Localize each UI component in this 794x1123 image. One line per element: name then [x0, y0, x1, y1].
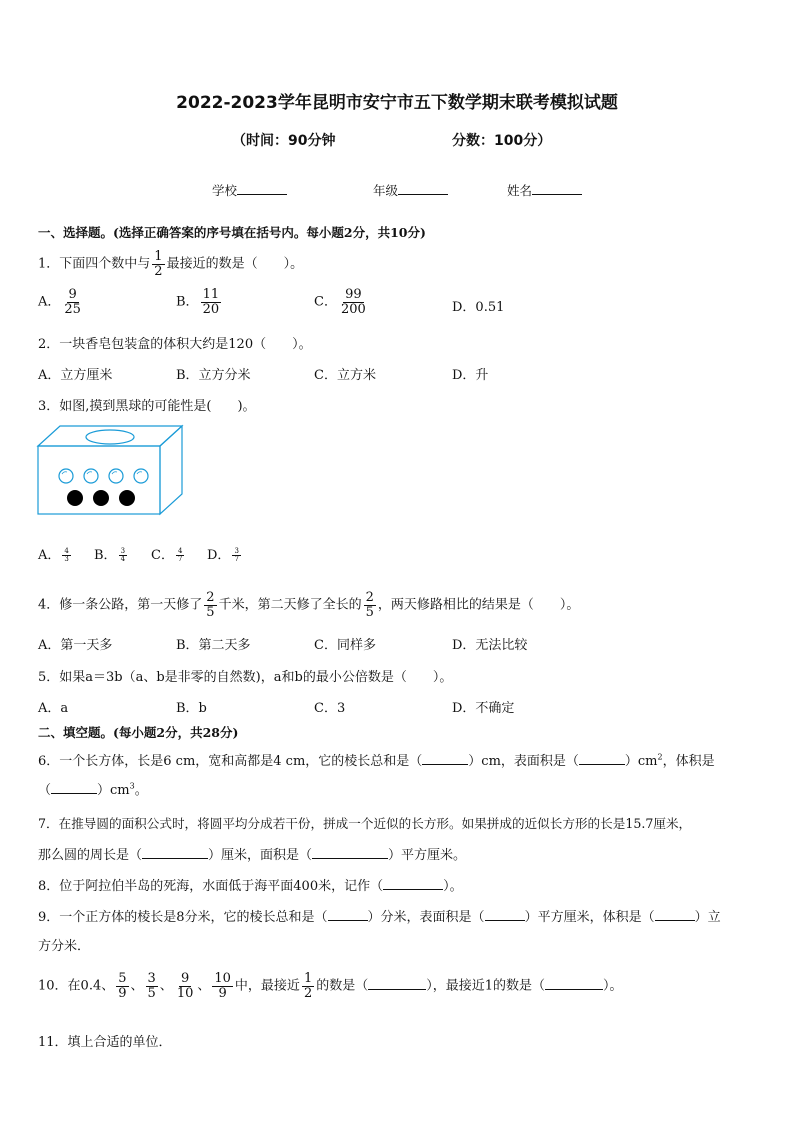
- fraction-one-half: [152, 250, 164, 278]
- ball-highlight: [87, 472, 92, 474]
- q4-text: 4．修一条公路，第一天修了: [38, 597, 203, 613]
- white-ball: [134, 469, 148, 483]
- q6-text: ）cm，表面积是（: [468, 754, 579, 769]
- numerator: 4: [177, 546, 183, 555]
- q6-text: ）cm: [624, 754, 658, 769]
- q3-option-d: [207, 544, 243, 563]
- answer-blank[interactable]: [545, 977, 603, 990]
- q3-option-a: [38, 544, 73, 563]
- numerator: 3: [147, 971, 156, 986]
- superscript: 2: [657, 752, 663, 762]
- fraction: [364, 591, 376, 619]
- q8-text: ）。: [443, 879, 463, 894]
- numerator: 1: [303, 971, 313, 986]
- q6-text: 6．一个长方体，长是6 cm，宽和高都是4 cm，它的棱长总和是（: [38, 754, 423, 769]
- question-9-line-1: [38, 906, 721, 925]
- ball-highlight: [62, 472, 67, 474]
- denominator: 9: [218, 985, 227, 1001]
- denominator: 5: [206, 604, 215, 620]
- white-ball: [109, 469, 123, 483]
- fraction: [146, 972, 158, 1000]
- question-7-line-1: 7．在推导圆的面积公式时，将圆平均分成若干份，拼成一个近似的长方形。如果拼成的近似长方形的长是15.7厘米，: [38, 816, 692, 831]
- q7-text: ）平方厘米。: [388, 848, 467, 863]
- q1-option-a: [38, 288, 85, 316]
- option-label: C．: [151, 548, 174, 563]
- option-label: D．: [207, 548, 231, 563]
- answer-blank[interactable]: [579, 752, 625, 765]
- numerator: 5: [118, 971, 127, 986]
- question-4: [38, 591, 579, 619]
- black-ball: [67, 490, 83, 506]
- q4-option-c: C．同样多: [314, 638, 376, 653]
- denominator: 2: [303, 985, 313, 1001]
- school-blank: [237, 182, 287, 195]
- box-top: [38, 426, 182, 446]
- q3-option-b: [94, 544, 129, 563]
- denominator: 10: [176, 985, 194, 1001]
- exam-time: （时间：90分钟: [232, 133, 336, 149]
- q9-text: ）分米，表面积是（: [367, 910, 485, 925]
- separator: 、: [159, 978, 173, 994]
- q4-option-d: D．无法比较: [452, 638, 528, 653]
- numerator: 99: [345, 287, 362, 302]
- fraction: [176, 548, 184, 564]
- numerator: 9: [180, 971, 190, 986]
- fraction: [232, 548, 240, 564]
- question-7-line-2: [38, 844, 466, 863]
- option-label: A．: [38, 294, 61, 310]
- answer-blank[interactable]: [312, 846, 388, 859]
- ball-highlight: [112, 472, 117, 474]
- answer-blank[interactable]: [142, 846, 208, 859]
- option-label: C．: [314, 294, 337, 310]
- q1-option-b: [176, 288, 223, 316]
- question-5: 5．如果a＝3b（a、b是非零的自然数)，a和b的最小公倍数是（ ）。: [38, 670, 453, 685]
- numerator: 4: [64, 546, 69, 555]
- answer-blank[interactable]: [368, 977, 426, 990]
- fraction: [201, 288, 222, 316]
- q4-option-b: B．第二天多: [176, 638, 251, 653]
- denominator: 3: [64, 555, 69, 563]
- answer-blank[interactable]: [422, 752, 468, 765]
- fraction: [212, 972, 233, 1000]
- answer-blank[interactable]: [51, 781, 97, 794]
- q2-option-b: B．立方分米: [176, 368, 251, 383]
- question-2: 2．一块香皂包装盒的体积大约是120（ ）。: [38, 337, 312, 352]
- q5-option-d: D．不确定: [452, 701, 515, 716]
- denominator: 5: [365, 604, 374, 620]
- q6-text: ，体积是: [662, 754, 715, 769]
- q10-text: ），最接近1的数是（: [426, 978, 546, 994]
- question-8: [38, 875, 463, 894]
- name-label: 姓名: [507, 183, 533, 198]
- name-field: [507, 181, 582, 199]
- denominator: 2: [154, 263, 163, 279]
- q5-option-a: A．a: [38, 701, 69, 716]
- fraction: [339, 288, 368, 316]
- question-1: [38, 250, 303, 278]
- page-title: 2022-2023学年昆明市安宁市五下数学期末联考模拟试题: [176, 93, 618, 113]
- q4-text-end: ，两天修路相比的结果是（ ）。: [377, 597, 580, 613]
- q6-text: ）cm: [97, 783, 130, 798]
- fraction: [116, 972, 128, 1000]
- question-11: 11．填上合适的单位．: [38, 1035, 172, 1050]
- q7-text: ）厘米，面积是（: [208, 848, 313, 863]
- q4-text-mid: 千米，第二天修了全长的: [218, 597, 362, 613]
- white-ball: [59, 469, 73, 483]
- denominator: 4: [120, 555, 126, 563]
- q2-option-c: C．立方米: [314, 368, 376, 383]
- black-ball: [119, 490, 135, 506]
- question-6-line-2: （ ）$cm^3$。: [38, 781, 148, 798]
- q5-option-b: B．b: [176, 701, 207, 716]
- fraction: [62, 548, 70, 564]
- answer-blank[interactable]: [383, 877, 443, 890]
- q9-text: ）平方厘米，体积是（: [524, 910, 655, 925]
- ball-box-figure: [36, 424, 186, 518]
- fraction: [62, 288, 83, 316]
- answer-blank[interactable]: [485, 908, 525, 921]
- school-label: 学校: [212, 183, 238, 198]
- fraction: [204, 591, 216, 619]
- q1-option-d: D．0.51: [452, 300, 505, 315]
- question-9-line-2: 方分米．: [38, 939, 91, 954]
- option-label: A．: [38, 548, 61, 563]
- denominator: 7: [234, 555, 239, 563]
- q2-option-d: D．升: [452, 368, 489, 383]
- option-label: B．: [176, 294, 199, 310]
- q9-text: 9．一个正方体的棱长是8分米，它的棱长总和是（: [38, 910, 328, 925]
- box-side: [160, 426, 182, 514]
- q8-text: 8．位于阿拉伯半岛的死海，水面低于海平面400米，记作（: [38, 879, 384, 894]
- denominator: 5: [147, 985, 156, 1001]
- numerator: 1: [154, 249, 163, 264]
- q5-option-c: C．3: [314, 701, 346, 716]
- grade-field: [373, 181, 448, 199]
- q1-text-end: 最接近的数是（ ）。: [166, 256, 304, 272]
- section-1-heading: 一、选择题。(选择正确答案的序号填在括号内。每小题2分，共10分): [38, 225, 426, 240]
- numerator: 2: [206, 590, 215, 605]
- grade-label: 年级: [373, 183, 399, 198]
- separator: 、: [197, 978, 211, 994]
- q10-text: 10．在0.4、: [38, 978, 115, 994]
- name-blank: [532, 182, 582, 195]
- denominator: 200: [340, 301, 366, 317]
- option-label: B．: [94, 548, 117, 563]
- numerator: 2: [365, 590, 374, 605]
- ball-highlight: [137, 472, 142, 474]
- numerator: 10: [214, 971, 231, 986]
- q1-option-c: [314, 288, 370, 316]
- section-2-heading: 二、填空题。(每小题2分，共28分): [38, 725, 239, 740]
- box-opening: [86, 430, 134, 444]
- separator: 、: [130, 978, 144, 994]
- denominator: 25: [64, 301, 81, 317]
- fraction: [119, 548, 127, 564]
- black-ball: [93, 490, 109, 506]
- denominator: 7: [177, 555, 183, 563]
- numerator: 3: [234, 546, 239, 555]
- q2-option-a: A．立方厘米: [38, 368, 113, 383]
- question-3: 3．如图,摸到黑球的可能性是( )。: [38, 399, 256, 414]
- q9-text: ）立: [694, 910, 721, 925]
- grade-blank: [398, 182, 448, 195]
- fraction-one-half: [302, 972, 314, 1000]
- answer-blank[interactable]: [328, 908, 368, 921]
- q10-text: ）。: [603, 978, 623, 994]
- q6-text: （: [38, 783, 52, 798]
- q10-text: 的数是（: [316, 978, 369, 994]
- exam-score: 分数：100分）: [452, 133, 552, 149]
- question-6-line-1: [38, 750, 715, 769]
- q3-option-c: [151, 544, 186, 563]
- denominator: 20: [202, 301, 220, 317]
- answer-blank[interactable]: [655, 908, 695, 921]
- superscript: 3: [129, 781, 135, 791]
- numerator: 9: [68, 287, 77, 302]
- numerator: 11: [202, 287, 220, 302]
- q1-text: 1．下面四个数中与: [38, 256, 151, 272]
- white-ball: [84, 469, 98, 483]
- q10-text: 中，最接近: [234, 978, 300, 994]
- q4-option-a: A．第一天多: [38, 638, 113, 653]
- question-10: [38, 972, 623, 1000]
- fraction: [175, 972, 196, 1000]
- q7-text: 那么圆的周长是（: [38, 848, 143, 863]
- school-field: [212, 181, 287, 199]
- numerator: 3: [120, 546, 126, 555]
- denominator: 9: [118, 985, 127, 1001]
